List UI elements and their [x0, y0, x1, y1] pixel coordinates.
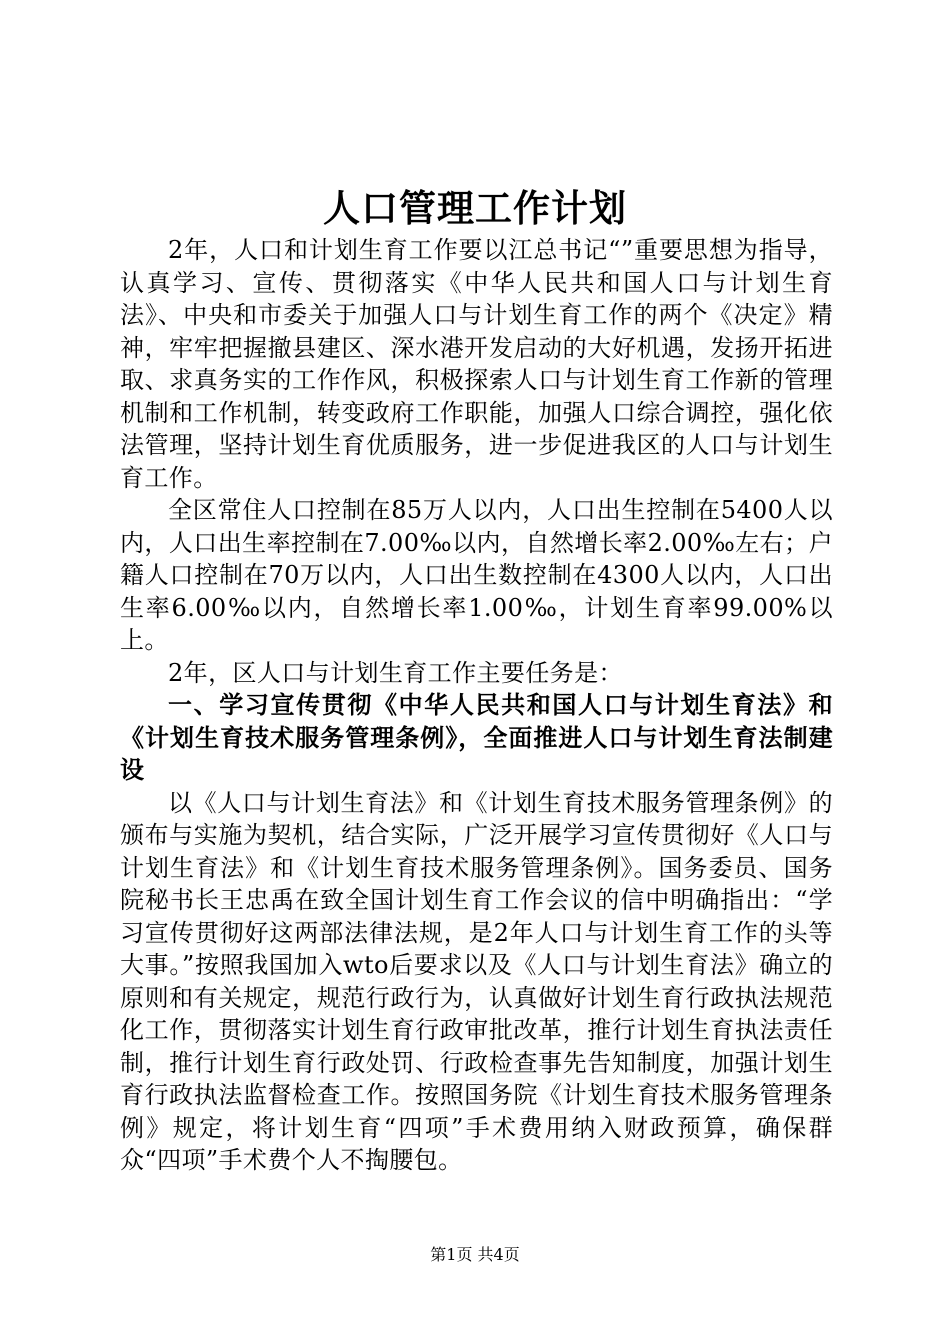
section-paragraph: 以《人口与计划生育法》和《计划生育技术服务管理条例》的颁布与实施为契机，结合实际，广泛开展学习宣传贯彻好《人口与计划生育法》和《计划生育技术服务管理条例》。国务委员、国务院秘书长王忠禹在致全国计划生育工作会议的信中明确指出：“学习宣传贯彻好这两部法律法规，是2年人口与计划生育工作的头等大事。”按照我国加入wto后要求以及《人口与计划生育法》确立的原则和有关规定，规范行政行为，认真做好计划生育行政执法规范化工作，贯彻落实计划生育行政审批改革，推行计划生育执法责任制，推行计划生育行政处罚、行政检查事先告知制度，加强计划生育行政执法监督检查工作。按照国务院《计划生育技术服务管理条例》规定，将计划生育“四项”手术费用纳入财政预算，确保群众“四项”手术费个人不掏腰包。: [120, 788, 833, 1174]
document-title: 人口管理工作计划: [323, 186, 627, 230]
targets-paragraph: 全区常住人口控制在85万人以内，人口出生控制在5400人以内，人口出生率控制在7.00‰以内，自然增长率2.00‰左右；户籍人口控制在70万以内，人口出生数控制在4300人以内，人口出生率6.00‰以内，自然增长率1.00‰，计划生育率99.00%以上。: [120, 496, 833, 654]
page-footer: 第1页 共4页: [430, 1245, 520, 1264]
section-heading: 一、学习宣传贯彻《中华人民共和国人口与计划生育法》和《计划生育技术服务管理条例》，全面推进人口与计划生育法制建设: [120, 690, 833, 784]
intro-paragraph: 2年，人口和计划生育工作要以江总书记“”重要思想为指导，认真学习、宣传、贯彻落实《中华人民共和国人口与计划生育法》、中央和市委关于加强人口与计划生育工作的两个《决定》精神，牢牢把握撤县建区、深水港开发启动的大好机遇，发扬开拓进取、求真务实的工作作风，积极探索人口与计划生育工作新的管理机制和工作机制，转变政府工作职能，加强人口综合调控，强化依法管理，坚持计划生育优质服务，进一步促进我区的人口与计划生育工作。: [120, 236, 833, 492]
tasks-intro-paragraph: 2年，区人口与计划生育工作主要任务是：: [168, 658, 623, 687]
document-body: [120, 234, 833, 1177]
